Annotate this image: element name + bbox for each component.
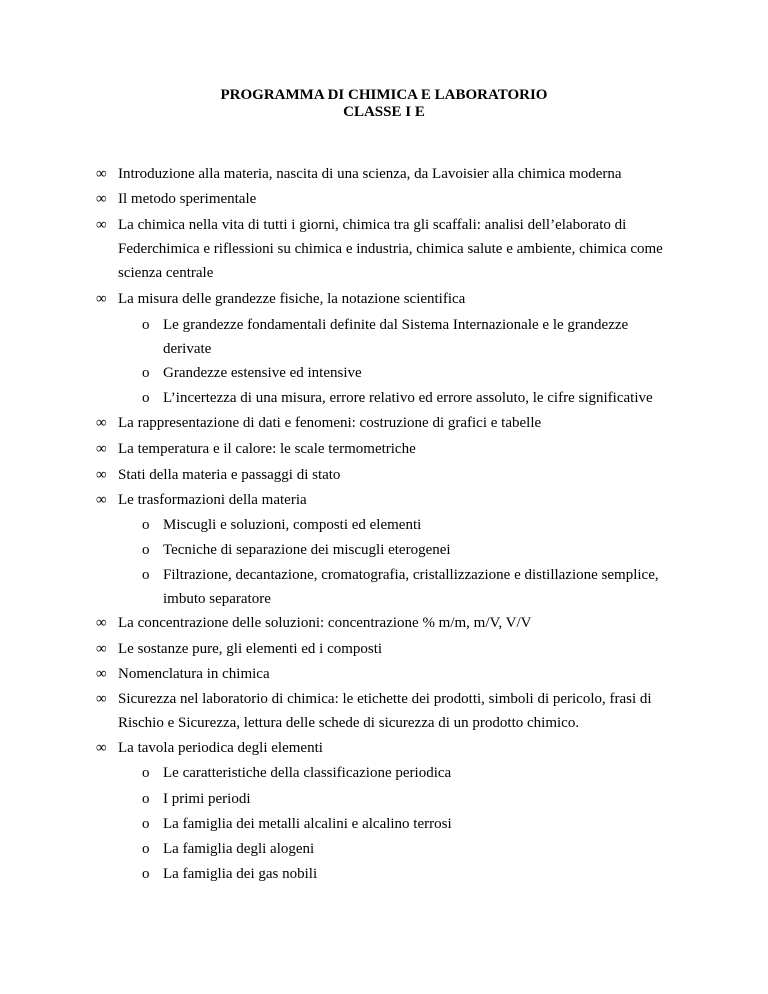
sub-list-item-text: I primi periodi — [163, 791, 251, 807]
sub-list-item-text: Filtrazione, decantazione, cromatografia, cristallizzazione e distillazione semplice, — [163, 567, 659, 583]
sub-list-item-text: Le grandezze fondamentali definite dal Sistema Internazionale e le grandezze — [163, 317, 629, 333]
infinity-bullet-icon: ∞ — [96, 166, 107, 182]
document-subtitle: CLASSE I E — [343, 104, 425, 120]
list-item-text: Stati della materia e passaggi di stato — [118, 467, 341, 483]
circle-bullet-icon: o — [142, 517, 150, 533]
sub-list-item-text: L’incertezza di una misura, errore relativo ed errore assoluto, le cifre significative — [163, 390, 653, 406]
list-item-text: La temperatura e il calore: le scale termometriche — [118, 441, 416, 457]
list-item-text: Introduzione alla materia, nascita di una scienza, da Lavoisier alla chimica moderna — [118, 166, 622, 182]
circle-bullet-icon: o — [142, 866, 150, 882]
circle-bullet-icon: o — [142, 365, 150, 381]
list-item-text: Le trasformazioni della materia — [118, 492, 307, 508]
circle-bullet-icon: o — [142, 791, 150, 807]
list-item-text: Le sostanze pure, gli elementi ed i composti — [118, 641, 383, 657]
sub-list-item-text: imbuto separatore — [163, 591, 271, 607]
infinity-bullet-icon: ∞ — [96, 291, 107, 307]
infinity-bullet-icon: ∞ — [96, 415, 107, 431]
list-item-text: La concentrazione delle soluzioni: concentrazione % m/m, m/V, V/V — [118, 615, 532, 631]
circle-bullet-icon: o — [142, 390, 150, 406]
sub-list-item-text: Miscugli e soluzioni, composti ed elementi — [163, 517, 422, 533]
infinity-bullet-icon: ∞ — [96, 615, 107, 631]
sub-list-item-text: derivate — [163, 341, 212, 357]
infinity-bullet-icon: ∞ — [96, 191, 107, 207]
document-title: PROGRAMMA DI CHIMICA E LABORATORIO — [220, 87, 548, 103]
circle-bullet-icon: o — [142, 816, 150, 832]
sub-list-item-text: La famiglia dei metalli alcalini e alcalino terrosi — [163, 816, 452, 832]
list-item-text: Federchimica e riflessioni su chimica e industria, chimica salute e ambiente, chimica come — [118, 241, 663, 257]
list-item-text: Nomenclatura in chimica — [118, 666, 270, 682]
list-item-text: La tavola periodica degli elementi — [118, 740, 323, 756]
circle-bullet-icon: o — [142, 765, 150, 781]
infinity-bullet-icon: ∞ — [96, 666, 107, 682]
circle-bullet-icon: o — [142, 567, 150, 583]
list-item-text: Il metodo sperimentale — [118, 191, 257, 207]
sub-list-item-text: Le caratteristiche della classificazione periodica — [163, 765, 452, 781]
sub-list-item-text: Grandezze estensive ed intensive — [163, 365, 362, 381]
list-item-text: La chimica nella vita di tutti i giorni, chimica tra gli scaffali: analisi dell’elaborato di — [118, 217, 627, 233]
list-item-text: scienza centrale — [118, 265, 214, 281]
list-item-text: La rappresentazione di dati e fenomeni: costruzione di grafici e tabelle — [118, 415, 542, 431]
list-item-text: Sicurezza nel laboratorio di chimica: le etichette dei prodotti, simboli di pericolo, frasi di — [118, 691, 652, 707]
infinity-bullet-icon: ∞ — [96, 217, 107, 233]
circle-bullet-icon: o — [142, 542, 150, 558]
list-item-text: Rischio e Sicurezza, lettura delle schede di sicurezza di un prodotto chimico. — [118, 715, 580, 731]
list-item-text: La misura delle grandezze fisiche, la notazione scientifica — [118, 291, 466, 307]
sub-list-item-text: La famiglia dei gas nobili — [163, 866, 318, 882]
infinity-bullet-icon: ∞ — [96, 691, 107, 707]
infinity-bullet-icon: ∞ — [96, 740, 107, 756]
infinity-bullet-icon: ∞ — [96, 467, 107, 483]
sub-list-item-text: Tecniche di separazione dei miscugli eterogenei — [163, 542, 451, 558]
infinity-bullet-icon: ∞ — [96, 641, 107, 657]
circle-bullet-icon: o — [142, 841, 150, 857]
sub-list-item-text: La famiglia degli alogeni — [163, 841, 315, 857]
circle-bullet-icon: o — [142, 317, 150, 333]
infinity-bullet-icon: ∞ — [96, 492, 107, 508]
infinity-bullet-icon: ∞ — [96, 441, 107, 457]
